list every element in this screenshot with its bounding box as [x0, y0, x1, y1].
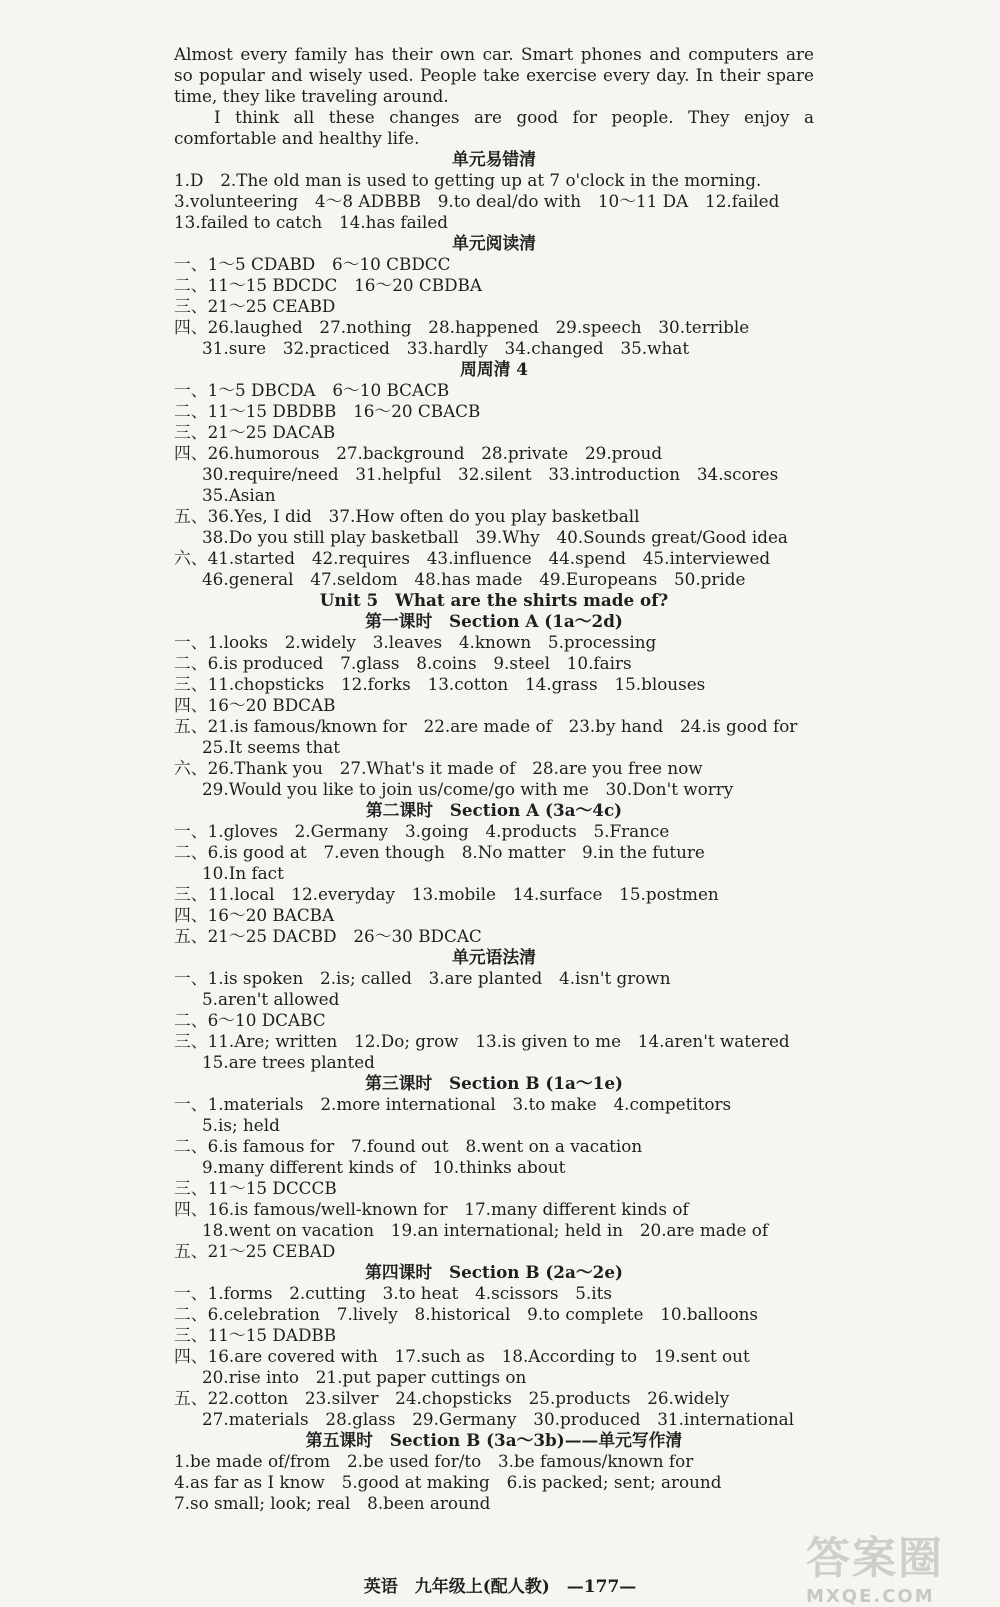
answer-line: 二、11～15 BDCDC 16～20 CBDBA [174, 275, 482, 295]
answer-line: 二、6.celebration 7.lively 8.historical 9.to complete 10.balloons [174, 1304, 759, 1324]
answer-line: 四、26.laughed 27.nothing 28.happened 29.speech 30.terrible [174, 317, 750, 337]
intro-paragraph-2: I think all these changes are good for people. They enjoy a comfortable and healthy life. [174, 107, 814, 148]
answer-line: 一、1.looks 2.widely 3.leaves 4.known 5.processing [174, 632, 657, 652]
answer-line: 三、21～25 CEABD [174, 296, 336, 316]
answer-line: 一、1.gloves 2.Germany 3.going 4.products 5.France [174, 821, 670, 841]
section-heading: 第三课时 Section B (1a～1e) [365, 1073, 623, 1093]
answer-line: 3.volunteering 4～8 ADBBB 9.to deal/do with 10～11 DA 12.failed [174, 191, 780, 211]
answer-line: 五、36.Yes, I did 37.How often do you play basketball [174, 506, 640, 526]
section-heading: 第四课时 Section B (2a～2e) [365, 1262, 623, 1282]
answer-line: 5.is; held [202, 1115, 280, 1135]
answer-line: 四、16.is famous/well-known for 17.many different kinds of [174, 1199, 689, 1219]
section-heading: 单元易错清 [452, 149, 536, 169]
watermark-title: 答案圈 [806, 1533, 944, 1584]
answer-line: 5.aren't allowed [202, 989, 340, 1009]
answer-line: 13.failed to catch 14.has failed [174, 212, 449, 232]
answer-line: 二、6.is produced 7.glass 8.coins 9.steel 10.fairs [174, 653, 632, 673]
section-heading: 周周清 4 [460, 359, 528, 379]
watermark-logo [806, 1522, 976, 1607]
answer-line: 4.as far as I know 5.good at making 6.is packed; sent; around [174, 1472, 722, 1492]
answer-line: 五、21.is famous/known for 22.are made of 23.by hand 24.is good for [174, 716, 798, 736]
intro-passage [174, 44, 814, 149]
answer-line: 29.Would you like to join us/come/go with me 30.Don't worry [202, 779, 734, 799]
section-heading: 单元阅读清 [452, 233, 536, 253]
section-heading: 第五课时 Section B (3a～3b)——单元写作清 [305, 1430, 683, 1450]
answer-line: 一、1～5 CDABD 6～10 CBDCC [174, 254, 451, 274]
answer-line: 9.many different kinds of 10.thinks about [202, 1157, 566, 1177]
answer-line: 31.sure 32.practiced 33.hardly 34.changed 35.what [202, 338, 690, 358]
answer-line: 四、16.are covered with 17.such as 18.According to 19.sent out [174, 1346, 750, 1366]
answer-line: 30.require/need 31.helpful 32.silent 33.introduction 34.scores [202, 464, 779, 484]
answer-line: 18.went on vacation 19.an international; held in 20.are made of [202, 1220, 769, 1240]
answer-line: 三、11.chopsticks 12.forks 13.cotton 14.grass 15.blouses [174, 674, 706, 694]
page-footer: 英语 九年级上(配人教) —177— [363, 1577, 637, 1597]
answer-line: 五、22.cotton 23.silver 24.chopsticks 25.products 26.widely [174, 1388, 730, 1408]
answer-line: 四、26.humorous 27.background 28.private 29.proud [174, 443, 663, 463]
section-heading: 第一课时 Section A (1a～2d) [365, 611, 623, 631]
answer-line: 四、16～20 BDCAB [174, 695, 336, 715]
answer-line: 六、41.started 42.requires 43.influence 44.spend 45.interviewed [174, 548, 771, 568]
answer-line: 一、1.is spoken 2.is; called 3.are planted 4.isn't grown [174, 968, 671, 988]
watermark-url: MXQE.COM [806, 1586, 935, 1607]
answer-blocks [174, 149, 814, 1514]
answer-line: 1.D 2.The old man is used to getting up at 7 o'clock in the morning. [174, 170, 762, 190]
answer-line: 25.It seems that [202, 737, 341, 757]
answer-line: 五、21～25 CEBAD [174, 1241, 336, 1261]
answer-line: 20.rise into 21.put paper cuttings on [202, 1367, 527, 1387]
answer-line: 二、6～10 DCABC [174, 1010, 326, 1030]
answer-line: 27.materials 28.glass 29.Germany 30.produced 31.international [202, 1409, 794, 1429]
answer-page [174, 44, 814, 1514]
answer-line: 38.Do you still play basketball 39.Why 40.Sounds great/Good idea [202, 527, 788, 547]
section-heading: Unit 5 What are the shirts made of? [319, 590, 669, 610]
answer-line: 一、1.materials 2.more international 3.to make 4.competitors [174, 1094, 732, 1114]
answer-line: 三、21～25 DACAB [174, 422, 336, 442]
answer-line: 一、1～5 DBCDA 6～10 BCACB [174, 380, 450, 400]
answer-line: 一、1.forms 2.cutting 3.to heat 4.scissors 5.its [174, 1283, 612, 1303]
section-heading: 第二课时 Section A (3a～4c) [365, 800, 623, 820]
answer-line: 三、11.local 12.everyday 13.mobile 14.surface 15.postmen [174, 884, 719, 904]
intro-paragraph-1: Almost every family has their own car. Smart phones and computers are so popular and wisely used. People take exercise every day. In their spare time, they like traveling around. [174, 44, 814, 106]
section-heading: 单元语法清 [452, 947, 536, 967]
answer-line: 10.In fact [202, 863, 284, 883]
answer-line: 三、11～15 DCCCB [174, 1178, 337, 1198]
answer-line: 六、26.Thank you 27.What's it made of 28.are you free now [174, 758, 703, 778]
answer-line: 7.so small; look; real 8.been around [174, 1493, 491, 1513]
answer-line: 二、11～15 DBDBB 16～20 CBACB [174, 401, 481, 421]
answer-line: 三、11.Are; written 12.Do; grow 13.is given to me 14.aren't watered [174, 1031, 790, 1051]
answer-line: 三、11～15 DADBB [174, 1325, 337, 1345]
answer-line: 46.general 47.seldom 48.has made 49.Europeans 50.pride [202, 569, 746, 589]
answer-line: 五、21～25 DACBD 26～30 BDCAC [174, 926, 482, 946]
answer-line: 二、6.is good at 7.even though 8.No matter 9.in the future [174, 842, 705, 862]
answer-line: 35.Asian [202, 485, 276, 505]
answer-line: 1.be made of/from 2.be used for/to 3.be famous/known for [174, 1451, 694, 1471]
answer-line: 二、6.is famous for 7.found out 8.went on a vacation [174, 1136, 643, 1156]
answer-line: 15.are trees planted [202, 1052, 375, 1072]
answer-line: 四、16～20 BACBA [174, 905, 335, 925]
